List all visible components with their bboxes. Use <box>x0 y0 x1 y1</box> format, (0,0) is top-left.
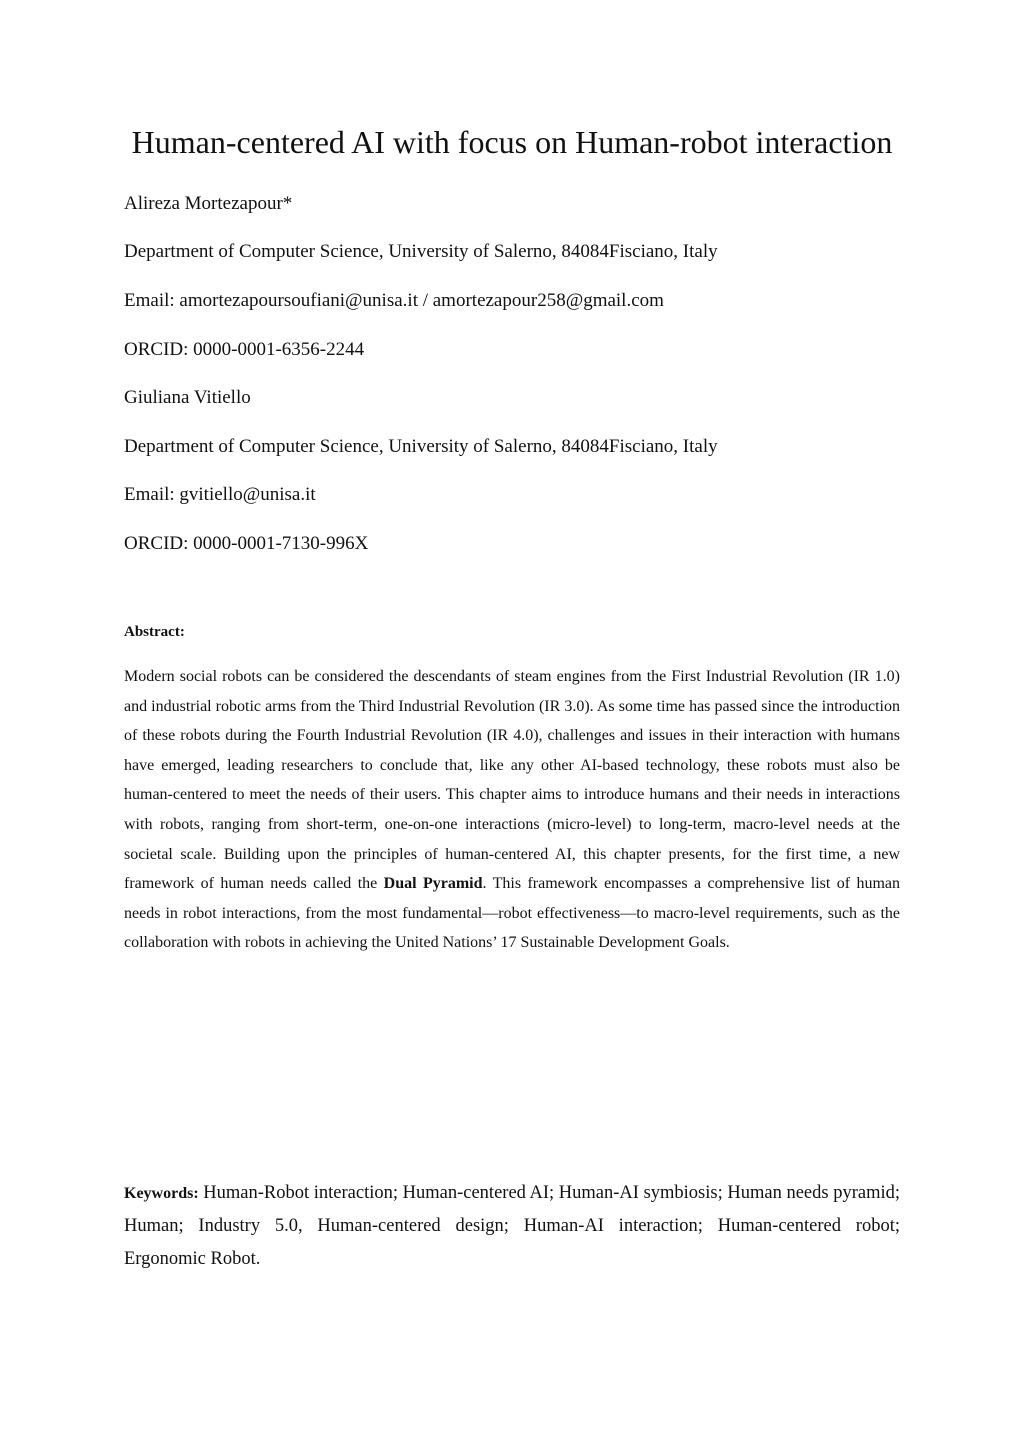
author-2-affiliation: Department of Computer Science, University of Salerno, 84084Fisciano, Italy <box>124 436 718 457</box>
abstract-body <box>124 662 900 958</box>
keywords-text: Human-Robot interaction; Human-centered AI; Human-AI symbiosis; Human needs pyramid; Human; Industry 5.0, Human-centered design; Human-AI interaction; Human-centered robot; Ergonomic Robot. <box>124 1183 900 1269</box>
abstract-text-after: . This framework encompasses a comprehensive list of human needs in robot interactions, from the most fundamental—robot effectiveness—to macro-level requirements, such as the collaboration with robots in achieving the United Nations’ 17 Sustainable Development Goals. <box>124 875 901 952</box>
author-1-affiliation: Department of Computer Science, University of Salerno, 84084Fisciano, Italy <box>124 241 718 262</box>
abstract-emphasis: Dual Pyramid <box>383 875 483 893</box>
paper-title: Human-centered AI with focus on Human-robot interaction <box>131 124 893 160</box>
author-1-email: Email: amortezapoursoufiani@unisa.it / amortezapour258@gmail.com <box>124 290 664 311</box>
author-2-email: Email: gvitiello@unisa.it <box>124 484 316 505</box>
keywords <box>124 1177 900 1276</box>
author-2-orcid: ORCID: 0000-0001-7130-996X <box>124 533 369 554</box>
abstract-text-before: Modern social robots can be considered the descendants of steam engines from the First Industrial Revolution (IR 1.0) and industrial robotic arms from the Third Industrial Revolution (IR 3.0). As some time has passed since the introduction of these robots during the Fourth Industrial Revolution (IR 4.0), challenges and issues in their interaction with humans have emerged, leading researchers to conclude that, like any other AI-based technology, these robots must also be human-centered to meet the needs of their users. This chapter aims to introduce humans and their needs in interactions with robots, ranging from short-term, one-on-one interactions (micro-level) to long-term, macro-level needs at the societal scale. Building upon the principles of human-centered AI, this chapter presents, for the first time, a new framework of human needs called the <box>124 668 900 893</box>
abstract-heading: Abstract: <box>124 624 185 640</box>
author-1-orcid: ORCID: 0000-0001-6356-2244 <box>124 339 365 360</box>
author-2-name: Giuliana Vitiello <box>124 387 251 408</box>
keywords-label: Keywords: <box>124 1185 199 1202</box>
author-1-name: Alireza Mortezapour* <box>124 193 293 214</box>
